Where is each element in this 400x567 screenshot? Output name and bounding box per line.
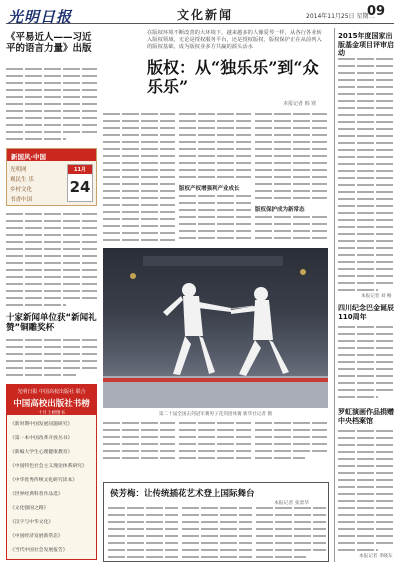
text-line <box>6 117 97 119</box>
ranking-title: 中国高校出版社书榜 <box>13 399 90 409</box>
text-line <box>338 247 394 249</box>
text-line <box>255 422 327 424</box>
text-line <box>338 275 394 277</box>
text-line <box>6 290 97 292</box>
fund-byline: 本报记者 刘 畅 <box>361 294 392 299</box>
book-item: 《世界经典科普作品选》 <box>10 492 63 497</box>
text-line <box>6 269 97 271</box>
text-line <box>338 326 394 328</box>
text-line <box>256 556 306 558</box>
text-line <box>103 232 175 234</box>
text-line <box>338 507 394 509</box>
text-line <box>6 360 97 362</box>
text-line <box>255 237 327 239</box>
text-line <box>182 521 252 523</box>
book-item: 《汉字与中华文化》 <box>10 520 54 525</box>
text-line <box>338 240 394 242</box>
text-line <box>255 197 327 199</box>
ranking-subtitle: 十月上榜图书 <box>38 411 65 416</box>
text-line <box>338 493 394 495</box>
text-line <box>182 549 252 551</box>
text-line <box>255 148 327 150</box>
text-line <box>6 227 97 229</box>
headline-archive: 罗虹演画作品捐赠中央档案馆 <box>338 408 394 425</box>
calendar-month: 11月 <box>68 165 92 174</box>
text-line <box>255 134 327 136</box>
text-line <box>338 542 394 544</box>
article-byline: 本报记者 韩 寒 <box>283 101 317 107</box>
main-article <box>103 28 328 480</box>
text-line <box>338 128 394 130</box>
ranking-banner-top: 光明日报 中国高校出版社 联合 <box>17 389 86 395</box>
text-line <box>255 141 327 143</box>
book-item: 《中国经济发展新常态》 <box>10 534 63 539</box>
page-number: 09 <box>367 4 386 19</box>
book-item: 《中国特色社会主义理论体系研究》 <box>10 464 87 469</box>
text-line <box>182 507 252 509</box>
text-line <box>338 93 394 95</box>
text-line <box>255 113 327 115</box>
text-line <box>103 141 175 143</box>
headline-bajin: 四川纪念巴金诞辰110周年 <box>338 304 394 321</box>
text-line <box>103 204 175 206</box>
text-line <box>338 465 394 467</box>
text-line <box>179 113 251 115</box>
text-line <box>103 436 175 438</box>
text-line <box>338 79 394 81</box>
text-line <box>338 528 394 530</box>
text-line <box>182 542 252 544</box>
text-line <box>179 148 251 150</box>
text-line <box>338 184 394 186</box>
text-line <box>6 304 66 306</box>
special-card <box>6 148 97 206</box>
text-line <box>108 535 178 537</box>
text-line <box>6 241 97 243</box>
text-line <box>255 429 327 431</box>
text-line <box>103 443 175 445</box>
text-line <box>103 422 175 424</box>
text-line <box>256 535 326 537</box>
text-line <box>338 219 394 221</box>
text-line <box>179 216 251 218</box>
text-line <box>6 248 97 250</box>
text-line <box>338 282 394 284</box>
text-line <box>338 444 394 446</box>
text-line <box>103 113 175 115</box>
text-line <box>338 486 394 488</box>
text-line <box>338 86 394 88</box>
text-line <box>179 176 251 178</box>
text-line <box>256 514 326 516</box>
text-line <box>255 183 327 185</box>
text-line <box>6 220 97 222</box>
text-line <box>179 230 251 232</box>
text-line <box>103 120 175 122</box>
text-line <box>6 297 97 299</box>
text-line <box>6 339 97 341</box>
text-line <box>182 528 252 530</box>
text-line <box>108 556 178 558</box>
text-line <box>338 289 378 291</box>
text-line <box>103 127 175 129</box>
text-line <box>256 528 326 530</box>
text-line <box>179 141 251 143</box>
text-line <box>6 110 97 112</box>
text-line <box>108 507 178 509</box>
feature-article <box>103 482 329 562</box>
text-line <box>338 254 394 256</box>
text-line <box>108 542 178 544</box>
headline-fund: 2015年度国家出版基金项目评审启动 <box>338 32 394 57</box>
text-line <box>338 430 394 432</box>
text-line <box>6 353 97 355</box>
text-line <box>255 127 327 129</box>
text-line <box>338 549 378 551</box>
feature-byline: 本报记者 张景华 <box>274 501 310 506</box>
text-line <box>179 162 251 164</box>
text-line <box>103 190 175 192</box>
text-line <box>338 368 394 370</box>
text-line <box>103 239 175 241</box>
text-line <box>338 375 394 377</box>
text-line <box>108 514 178 516</box>
text-line <box>338 268 394 270</box>
text-line <box>338 451 394 453</box>
text-line <box>338 347 394 349</box>
text-line <box>6 255 97 257</box>
text-line <box>6 367 97 369</box>
text-line <box>338 521 394 523</box>
text-line <box>103 429 175 431</box>
special-tag: 书香中国 <box>10 197 33 203</box>
text-line <box>6 346 97 348</box>
book-item: 《当代中国社会发展报告》 <box>10 548 68 553</box>
text-line <box>338 472 394 474</box>
text-line <box>255 457 305 459</box>
text-line <box>103 169 175 171</box>
book-item: 《中华优秀传统文化研究读本》 <box>10 478 78 483</box>
special-tag: 光明网 <box>10 167 27 173</box>
text-line <box>103 183 175 185</box>
section-heading: 版权产权增强利产业成长 <box>179 186 240 192</box>
text-line <box>103 450 175 452</box>
text-line <box>338 340 394 342</box>
text-line <box>338 107 394 109</box>
text-line <box>108 549 178 551</box>
headline-xi-book: 《平易近人——习近平的语言力量》出版 <box>6 32 92 54</box>
book-item: 《文化强国之路》 <box>10 506 49 511</box>
text-line <box>338 458 394 460</box>
text-line <box>103 218 175 220</box>
special-tag: 观民生 乐 <box>10 177 34 183</box>
text-line <box>103 148 175 150</box>
text-line <box>338 226 394 228</box>
text-line <box>6 262 97 264</box>
text-line <box>179 450 251 452</box>
special-brand: 新国风·中国 <box>7 149 96 161</box>
text-line <box>179 429 251 431</box>
text-line <box>103 225 175 227</box>
text-line <box>179 134 251 136</box>
text-line <box>338 121 394 123</box>
text-line <box>338 198 394 200</box>
book-ranking-box <box>6 384 97 560</box>
text-line <box>179 155 251 157</box>
book-item: 《第一本中国改革开放丛书》 <box>10 436 73 441</box>
text-line <box>338 205 394 207</box>
text-line <box>179 436 251 438</box>
text-line <box>6 82 97 84</box>
text-line <box>255 216 327 218</box>
text-line <box>338 72 394 74</box>
text-line <box>338 135 394 137</box>
text-line <box>338 354 394 356</box>
text-line <box>255 169 327 171</box>
fencing-photo <box>103 248 328 408</box>
text-line <box>6 138 66 140</box>
text-line <box>338 65 394 67</box>
book-list <box>7 415 96 561</box>
text-line <box>6 96 97 98</box>
text-line <box>103 176 175 178</box>
text-line <box>338 149 394 151</box>
text-line <box>182 535 252 537</box>
text-line <box>338 361 394 363</box>
text-line <box>6 283 97 285</box>
text-line <box>338 142 394 144</box>
book-item: 《新编大学生心理健康教育》 <box>10 450 73 455</box>
text-line <box>103 155 175 157</box>
text-line <box>338 535 394 537</box>
text-line <box>103 162 175 164</box>
photo-caption: 第二十届全国击剑冠军赛男子花剑团体赛 新华社记者 摄 <box>158 412 273 417</box>
feature-headline: 侯芳梅：让传统插花艺术登上国际舞台 <box>110 489 255 499</box>
text-line <box>255 155 327 157</box>
text-line <box>6 103 97 105</box>
book-item: 《新时期中国发展问题研究》 <box>10 422 73 427</box>
text-line <box>256 521 326 523</box>
text-line <box>179 457 251 459</box>
text-line <box>255 190 327 192</box>
text-line <box>255 436 327 438</box>
text-line <box>6 276 97 278</box>
text-line <box>338 114 394 116</box>
headline-award: 十家新闻单位获“新闻礼赞”铜雕奖杯 <box>6 313 97 333</box>
text-line <box>338 156 394 158</box>
archive-byline: 本报记者 李晓东 <box>359 554 393 559</box>
ranking-banner <box>7 385 96 415</box>
text-line <box>338 261 394 263</box>
text-line <box>338 389 394 391</box>
text-line <box>338 212 394 214</box>
text-line <box>256 542 326 544</box>
text-line <box>338 100 394 102</box>
article-subtitle: 在版权环境不断改善的大环境下，越来越多的人像爱琴一样，从各行各业转入版权领域，无论是授权服务平台，还是授权版权，版权保护正在从前列入的版权基础，成为版权业多方共赢的源头活水 <box>147 30 322 50</box>
text-line <box>179 422 251 424</box>
text-line <box>6 234 97 236</box>
text-line <box>338 382 394 384</box>
text-line <box>256 507 326 509</box>
text-line <box>179 169 251 171</box>
section-heading: 版权保护成为新常态 <box>255 207 305 213</box>
text-line <box>338 479 394 481</box>
calendar-day: 24 <box>69 178 91 196</box>
text-line <box>338 170 394 172</box>
text-line <box>338 177 394 179</box>
text-line <box>338 396 378 398</box>
calendar-widget <box>67 164 93 202</box>
text-line <box>6 131 97 133</box>
section-title: 文化新闻 <box>177 8 234 22</box>
text-line <box>338 233 394 235</box>
text-line <box>6 213 97 215</box>
special-tag: 乡村文化 <box>10 187 33 193</box>
text-line <box>338 500 394 502</box>
text-line <box>255 443 327 445</box>
text-line <box>338 437 394 439</box>
text-line <box>103 197 175 199</box>
text-line <box>338 191 394 193</box>
text-line <box>103 211 175 213</box>
text-line <box>256 549 326 551</box>
text-line <box>6 89 97 91</box>
text-line <box>255 450 327 452</box>
text-line <box>338 333 394 335</box>
text-line <box>179 223 251 225</box>
text-line <box>108 528 178 530</box>
newspaper-logo: 光明日报 <box>8 8 73 26</box>
text-line <box>108 521 178 523</box>
text-line <box>338 163 394 165</box>
text-line <box>338 514 394 516</box>
text-line <box>6 124 97 126</box>
text-line <box>338 58 394 60</box>
text-line <box>182 556 252 558</box>
text-line <box>103 134 175 136</box>
text-line <box>182 514 252 516</box>
text-line <box>179 127 251 129</box>
fencing-scene-image <box>103 248 328 408</box>
text-line <box>179 120 251 122</box>
text-line <box>255 223 327 225</box>
text-line <box>255 120 327 122</box>
masthead <box>6 4 394 24</box>
text-line <box>6 68 97 70</box>
article-headline: 版权：从“独乐乐”到“众乐乐” <box>147 58 319 96</box>
text-line <box>255 162 327 164</box>
text-line <box>6 374 76 376</box>
left-column <box>6 28 97 562</box>
text-line <box>255 230 327 232</box>
text-line <box>179 209 251 211</box>
right-column <box>334 28 396 562</box>
text-line <box>179 443 251 445</box>
text-line <box>179 195 251 197</box>
issue-date: 2014年11月25日 星期二 <box>306 13 375 20</box>
text-line <box>6 75 97 77</box>
text-line <box>179 202 251 204</box>
text-line <box>179 237 251 239</box>
text-line <box>255 176 327 178</box>
text-line <box>103 457 175 459</box>
